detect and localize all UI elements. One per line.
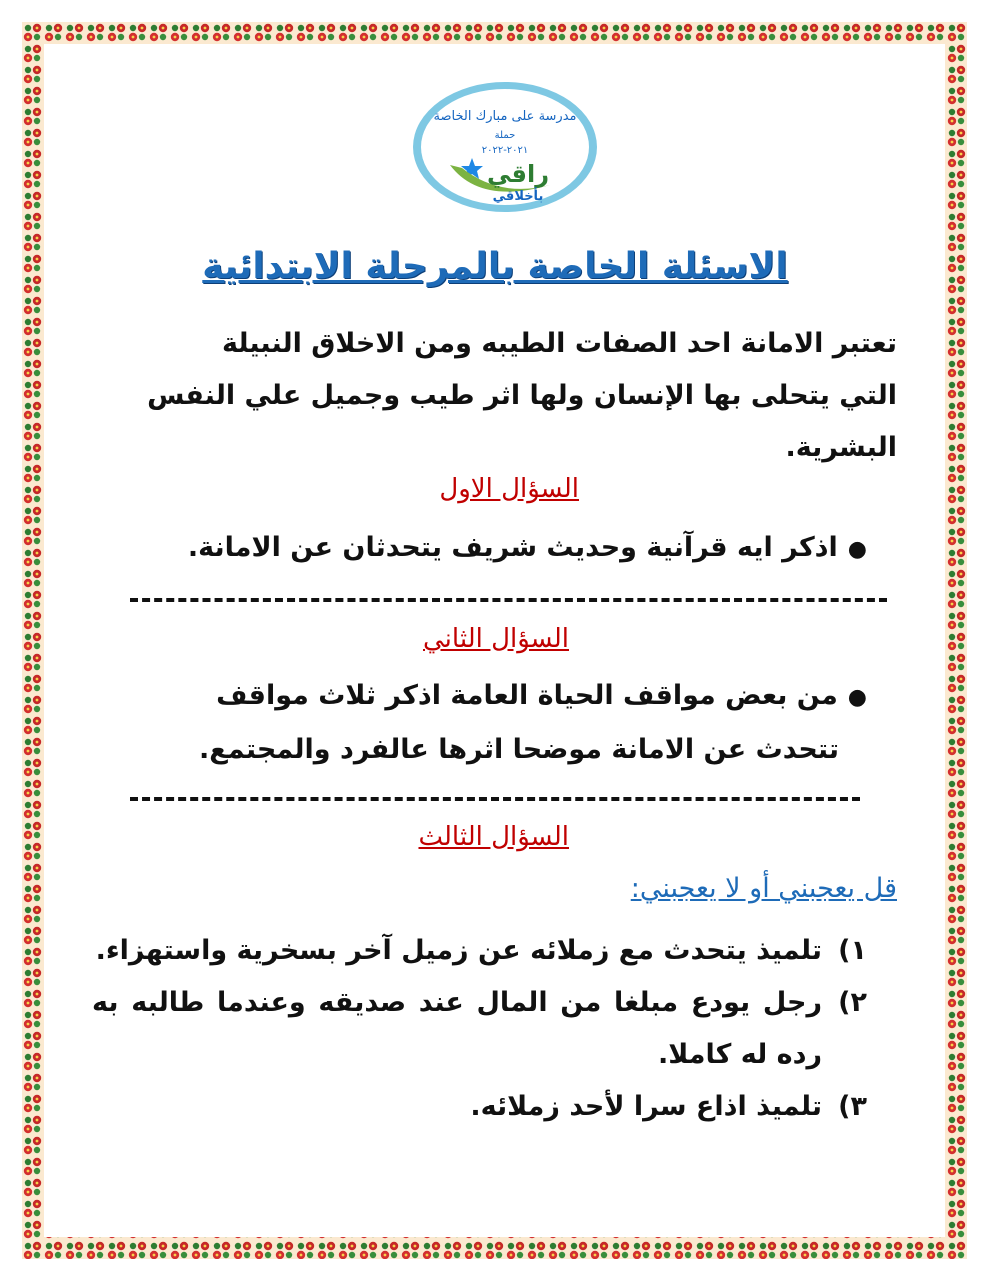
intro-paragraph: [92, 318, 897, 474]
list-item: [92, 925, 867, 977]
question-3-subheading: قل يعجبني أو لا يعجبني:: [630, 873, 897, 904]
list-item: [92, 1081, 867, 1133]
school-logo: [410, 80, 600, 215]
question-1-body: [107, 522, 867, 576]
question-2-title: السؤال الثاني: [423, 624, 569, 654]
list-item: [92, 977, 867, 1081]
intro-line-2: التي يتحلى بها الإنسان ولها اثر طيب وجميل علي النفس: [147, 380, 897, 411]
answer-line-1: [130, 598, 887, 602]
answer-line-2: [130, 797, 860, 801]
intro-line-1: تعتبر الامانة احد الصفات الطيبه ومن الاخلاق النبيلة: [222, 328, 897, 359]
question-1-title: السؤال الاول: [439, 474, 579, 504]
question-3-title: السؤال الثالث: [418, 822, 569, 852]
logo-school-name: مدرسة على مبارك الخاصة: [433, 109, 577, 124]
question-2-body: [87, 670, 867, 776]
logo-slogan-sub: بأخلاقي: [492, 189, 544, 204]
item-text: تلميذ اذاع سرا لأحد زملائه.: [470, 1091, 822, 1122]
item-text: تلميذ يتحدث مع زملائه عن زميل آخر بسخرية واستهزاء.: [95, 935, 822, 966]
item-text: رجل يودع مبلغا من المال عند صديقه وعندما طالبه به رده له كاملا.: [92, 987, 822, 1070]
question-2-line-2: تتحدث عن الامانة موضحا اثرها عالفرد والمجتمع.: [199, 734, 839, 765]
logo-year: ٢٠٢١-٢٠٢٢: [481, 145, 529, 156]
bullet-icon: ●: [847, 537, 867, 562]
item-number: ٣): [838, 1091, 867, 1122]
item-number: ١): [838, 935, 867, 966]
logo-slogan-main: راقي: [486, 160, 550, 188]
intro-line-3: البشرية.: [785, 432, 897, 463]
bullet-icon: ●: [847, 685, 867, 710]
question-1-text: اذكر ايه قرآنية وحديث شريف يتحدثان عن الامانة.: [187, 532, 838, 563]
page-title: الاسئلة الخاصة بالمرحلة الابتدائية: [202, 246, 788, 287]
item-number: ٢): [838, 987, 867, 1018]
question-3-list: [92, 925, 867, 1133]
logo-campaign: حملة: [494, 130, 516, 141]
question-2-line-1: من بعض مواقف الحياة العامة اذكر ثلاث مواقف: [216, 680, 838, 711]
